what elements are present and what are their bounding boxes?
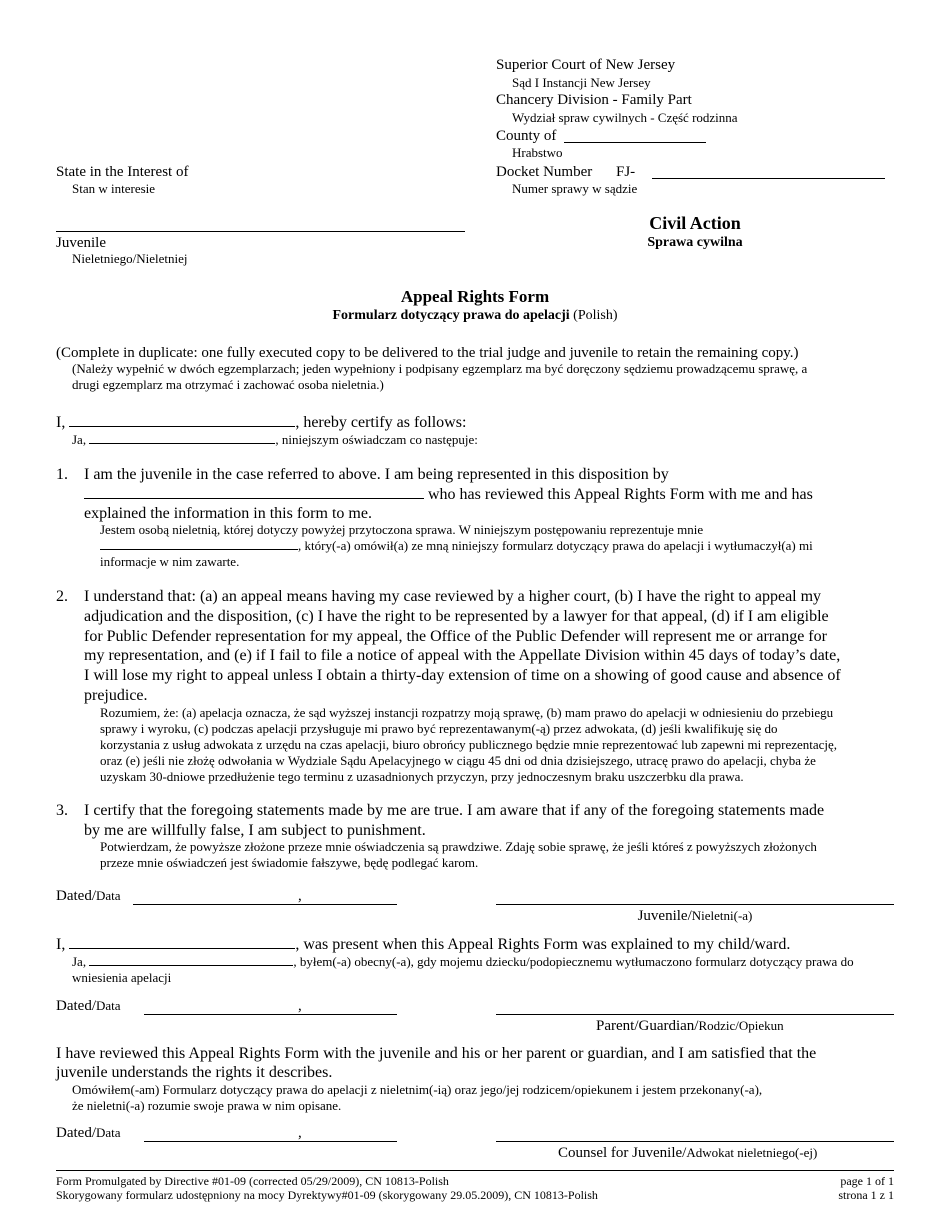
state-interest-label-pl: Stan w interesie	[72, 181, 156, 196]
item-2-pl-2: sprawy i wyroku, (c) podczas apelacji przysługuje mi prawo być reprezentawanym(-ą) przez adwokata, (d) jeśli kwalifikuję się do	[100, 721, 778, 736]
docket-prefix: FJ-	[616, 164, 636, 180]
juvenile-signature-label	[496, 907, 894, 926]
item-2-pl-5: uzyskam 30-dniowe przedłużenie tego terminu z uzasadnionych przyczyn, przy jednoczesnym braku uszczerbku dla prawa.	[100, 769, 744, 784]
dated-label-2	[56, 997, 121, 1016]
certify-line-pl	[72, 432, 478, 448]
counsel-statement-1: I have reviewed this Appeal Rights Form with the juvenile and his or her parent or guardian, and I am satisfied that the	[56, 1045, 817, 1062]
parent-suffix: , was present when this Appeal Rights Form was explained to my child/ward.	[295, 936, 791, 953]
docket-label: Docket Number	[496, 164, 593, 180]
certify-prefix-pl: Ja,	[72, 432, 87, 447]
county-label: County of	[496, 128, 557, 144]
county-label-pl: Hrabstwo	[512, 145, 563, 160]
certify-name-field-pl[interactable]	[89, 432, 275, 444]
dated-pl: Data	[95, 998, 121, 1013]
civil-action-title-pl: Sprawa cywilna	[647, 235, 743, 250]
item-2-number: 2.	[56, 588, 68, 605]
footer-page-number: page 1 of 1	[840, 1174, 894, 1188]
juvenile-signature-field[interactable]	[496, 904, 894, 905]
court-name: Superior Court of New Jersey	[496, 57, 676, 73]
item-1-line-2	[84, 484, 896, 505]
parent-suffix-pl: , byłem(-a) obecny(-a), gdy mojemu dziecku/podopiecznemu wytłumaczono formularz dotyczący prawa do	[293, 954, 854, 969]
certify-prefix: I,	[56, 414, 66, 431]
counsel-signature-label	[558, 1144, 817, 1163]
counsel-date-field[interactable]	[144, 1141, 397, 1142]
parent-statement-pl	[72, 954, 854, 970]
attorney-name-field-pl[interactable]	[100, 538, 298, 550]
parent-signature-pl: Rodzic/Opiekun	[698, 1018, 784, 1033]
parent-signature-field[interactable]	[496, 1014, 894, 1015]
juvenile-date-field[interactable]	[133, 904, 397, 905]
certify-suffix-pl: , niniejszym oświadczam co następuje:	[275, 432, 478, 447]
parent-statement	[56, 934, 790, 955]
item-2-pl-3: korzystania z usług adwokata z urzędu na czas apelacji, biuro obrońcy publicznego będzie mnie reprezentować lub zapewni mi reprezentację,	[100, 737, 838, 752]
civil-action-title: Civil Action	[649, 213, 741, 233]
footer-page-number-pl: strona 1 z 1	[838, 1188, 894, 1202]
item-2-line-1: I understand that: (a) an appeal means having my case reviewed by a higher court, (b) I have the right to appeal my	[84, 588, 822, 605]
item-2-pl-4: oraz (e) jeśli nie złożę odwołania w Wydziale Sądu Apelacyjnego w ciągu 45 dni od dnia dzisiejszego, utracę prawo do apelacji, chyba że	[100, 753, 816, 768]
counsel-signature-field[interactable]	[496, 1141, 894, 1142]
item-1-pl-2-text: , który(-a) omówił(a) ze mną niniejszy formularz dotyczący prawa do apelacji i wytłumaczył(a) mi	[298, 538, 813, 553]
item-3-number: 3.	[56, 802, 68, 819]
state-interest-label: State in the Interest of	[56, 164, 189, 180]
item-1-line-1: I am the juvenile in the case referred to above. I am being represented in this disposition by	[84, 466, 669, 483]
form-language: (Polish)	[573, 308, 618, 323]
dated-label-3	[56, 1124, 121, 1143]
juvenile-signature-pl: Nieletni(-a)	[691, 908, 753, 923]
item-1-number: 1.	[56, 466, 68, 483]
form-subtitle	[0, 308, 950, 324]
counsel-statement-pl-2: że nieletni(-a) rozumie swoje prawa w nim opisane.	[72, 1098, 342, 1113]
court-name-pl: Sąd I Instancji New Jersey	[512, 75, 651, 90]
item-1-line-3: explained the information in this form to me.	[84, 505, 372, 522]
docket-number-field[interactable]	[652, 160, 885, 179]
parent-name-field-pl[interactable]	[89, 954, 293, 966]
parent-name-field[interactable]	[69, 934, 295, 949]
juvenile-signature-en: Juvenile/	[637, 908, 692, 924]
item-1-pl-2	[100, 538, 813, 554]
juvenile-name-field[interactable]	[56, 212, 465, 232]
footer-left-2: Skorygowany formularz udostępniony na mocy Dyrektywy#01-09 (skorygowany 29.05.2009), CN 10813-Polish	[56, 1188, 598, 1202]
form-instruction: (Complete in duplicate: one fully executed copy to be delivered to the trial judge and juvenile to retain the remaining copy.)	[56, 345, 799, 361]
date-comma: ,	[298, 888, 302, 904]
item-2-line-3: for Public Defender representation for my appeal, the Office of the Public Defender will represent me or arrange for	[84, 628, 827, 645]
form-title: Appeal Rights Form	[400, 287, 550, 306]
docket-label-pl: Numer sprawy w sądzie	[512, 181, 638, 196]
division-name: Chancery Division - Family Part	[496, 92, 692, 108]
form-subtitle-pl: Formularz dotyczący prawa do apelacji	[332, 308, 570, 323]
dated-en: Dated/	[56, 1125, 96, 1141]
form-instruction-pl-2: drugi egzemplarz ma otrzymać i zachować osoba nieletnia.)	[72, 377, 384, 392]
dated-pl: Data	[95, 1125, 121, 1140]
date-comma: ,	[298, 998, 302, 1014]
counsel-signature-pl: Adwokat nieletniego(-ej)	[686, 1145, 818, 1160]
dated-en: Dated/	[56, 998, 96, 1014]
item-3-line-2: by me are willfully false, I am subject to punishment.	[84, 822, 426, 839]
dated-en: Dated/	[56, 888, 96, 904]
dated-pl: Data	[95, 888, 121, 903]
certify-suffix: , hereby certify as follows:	[295, 414, 467, 431]
item-3-pl-1: Potwierdzam, że powyższe złożone przeze mnie oświadczenia są prawdziwe. Zdaję sobie sprawę, że jeśli któreś z powyższych złożonych	[100, 839, 817, 854]
date-comma: ,	[298, 1125, 302, 1141]
parent-signature-label	[596, 1017, 784, 1036]
dated-label-1	[56, 887, 121, 906]
juvenile-label-pl: Nieletniego/Nieletniej	[72, 251, 188, 266]
parent-statement-pl-2: wniesienia apelacji	[72, 970, 172, 985]
parent-prefix: I,	[56, 936, 66, 953]
certify-line	[56, 412, 466, 433]
juvenile-label: Juvenile	[56, 235, 106, 251]
item-2-pl-1: Rozumiem, że: (a) apelacja oznacza, że sąd wyższej instancji rozpatrzy moją sprawę, (b) mam prawo do apelacji w odniesieniu do przebiegu	[100, 705, 834, 720]
counsel-statement-pl-1: Omówiłem(-am) Formularz dotyczący prawa do apelacji z nieletnim(-ią) oraz jego/jej rodzicem/opiekunem i jestem przekonany(-a),	[72, 1082, 763, 1097]
item-2-line-6: prejudice.	[84, 687, 148, 704]
item-2-line-4: my representation, and (e) if I fail to file a notice of appeal with the Appellate Division within 45 days of today’s date,	[84, 647, 841, 664]
item-1-pl-3: informacje w nim zawarte.	[100, 554, 240, 569]
parent-prefix-pl: Ja,	[72, 954, 87, 969]
parent-signature-en: Parent/Guardian/	[596, 1018, 699, 1034]
division-name-pl: Wydział spraw cywilnych - Część rodzinna	[512, 110, 738, 125]
form-instruction-pl-1: (Należy wypełnić w dwóch egzemplarzach; jeden wypełniony i podpisany egzemplarz ma być doręczony sędziemu prowadzącemu sprawę, a	[72, 361, 808, 376]
parent-date-field[interactable]	[144, 1014, 397, 1015]
item-2-line-2: adjudication and the disposition, (c) I have the right to be represented by a lawyer for that appeal, (d) if I am eligible	[84, 608, 829, 625]
counsel-signature-en: Counsel for Juvenile/	[558, 1145, 687, 1161]
item-3-pl-2: przeze mnie oświadczeń jest świadomie fałszywe, będę podlegać karom.	[100, 855, 479, 870]
counsel-statement-2: juvenile understands the rights it describes.	[56, 1064, 333, 1081]
certify-name-field[interactable]	[69, 412, 295, 427]
item-1-line-2-text: who has reviewed this Appeal Rights Form with me and has	[428, 486, 813, 503]
footer-divider	[56, 1170, 894, 1171]
attorney-name-field[interactable]	[84, 484, 424, 499]
item-1-pl-1: Jestem osobą nieletnią, której dotyczy powyżej przytoczona sprawa. W niniejszym postępowaniu reprezentuje mnie	[100, 522, 704, 537]
county-field[interactable]	[564, 124, 706, 143]
footer-left-1: Form Promulgated by Directive #01-09 (corrected 05/29/2009), CN 10813-Polish	[56, 1174, 449, 1188]
item-2-line-5: I will lose my right to appeal unless I obtain a thirty-day extension of time on a showing of good cause and absence of	[84, 667, 841, 684]
item-3-line-1: I certify that the foregoing statements made by me are true. I am aware that if any of the foregoing statements made	[84, 802, 825, 819]
